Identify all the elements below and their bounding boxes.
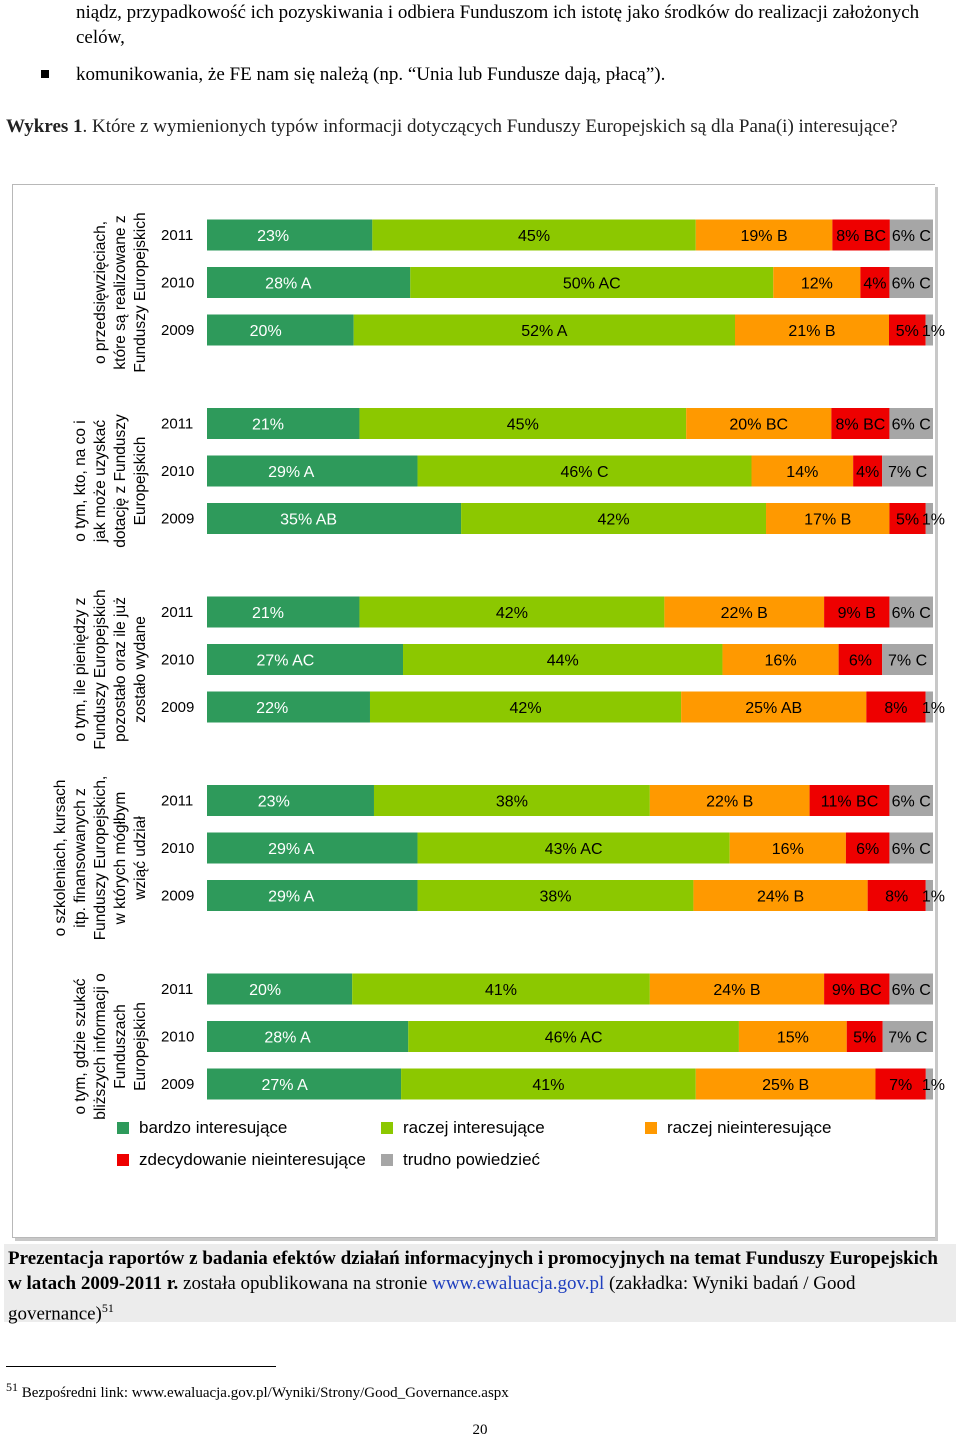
data-label: 5%: [853, 1029, 877, 1047]
data-label: 12%: [800, 275, 833, 293]
group-label-line: o tym, ile pieniędzy z: [72, 597, 89, 742]
data-label: 44%: [546, 652, 579, 670]
data-label: 20% BC: [729, 416, 789, 434]
data-label: 6% C: [891, 275, 931, 293]
legend-label: raczej nieinteresujące: [667, 1118, 832, 1137]
data-label: 45%: [506, 416, 539, 434]
footnote-text: Bezpośredni link: www.ewaluacja.gov.pl/Wyniki/Strony/Good_Governance.aspx: [18, 1385, 509, 1401]
data-label: 17% B: [804, 511, 852, 529]
data-label: 35% AB: [280, 511, 338, 529]
data-label: 8%: [884, 700, 908, 717]
data-label: 5%: [895, 323, 919, 340]
bullet-item: komunikowania, że FE nam się należą (np. “Unia lub Fundusze dają, płacą”).: [76, 64, 666, 85]
publication-note: [4, 1244, 956, 1325]
year-tick-label: 2010: [161, 274, 195, 292]
year-tick-label: 2010: [161, 463, 195, 480]
footnote-divider: [6, 1366, 276, 1367]
data-label: 9% BC: [831, 982, 882, 999]
note-footnote-ref: 51: [101, 1301, 114, 1315]
group-label-line: itp. finansowanych z: [72, 788, 89, 928]
group-label-line: Europejskich: [132, 436, 149, 526]
data-label: 21% B: [788, 323, 836, 340]
group-label-3: [72, 589, 149, 749]
group-label-line: które są realizowane z: [112, 215, 129, 370]
data-label: 41%: [485, 982, 518, 999]
data-label: 1%: [921, 888, 945, 906]
data-label: 6% C: [891, 605, 931, 622]
year-tick-label: 2010: [161, 840, 195, 857]
bar-segment-bardzo-interesujące: [207, 692, 370, 723]
data-label: 21%: [251, 416, 284, 434]
data-label: 1%: [921, 700, 945, 717]
footnote: [6, 1380, 509, 1402]
data-label: 16%: [764, 652, 797, 670]
data-label: 8% BC: [836, 228, 887, 245]
data-label: 38%: [495, 793, 528, 811]
data-label: 29% A: [268, 464, 315, 481]
group-label-2: [72, 414, 149, 548]
data-label: 43% AC: [544, 841, 603, 858]
data-label: 42%: [597, 511, 630, 529]
data-label: 22% B: [706, 793, 754, 811]
data-label: 6% C: [891, 793, 931, 811]
data-label: 5%: [896, 511, 920, 529]
year-tick-label: 2011: [161, 415, 194, 433]
data-label: 7% C: [888, 464, 928, 481]
group-label-line: zostało wydane: [132, 616, 149, 723]
data-label: 27% A: [261, 1077, 308, 1094]
group-label-line: o przedsięwzięciach,: [92, 220, 109, 365]
group-label-line: dotację z Funduszy: [112, 414, 129, 548]
footnote-number: 51: [6, 1380, 18, 1394]
legend-swatch-icon: [645, 1122, 657, 1134]
data-label: 15%: [776, 1029, 809, 1047]
group-label-line: o tym, gdzie szukać: [72, 978, 89, 1115]
data-label: 50% AC: [562, 275, 621, 293]
legend-label: raczej interesujące: [403, 1118, 545, 1137]
legend-swatch-icon: [381, 1122, 393, 1134]
year-tick-label: 2010: [161, 651, 195, 669]
intro-paragraph: niądz, przypadkowość ich pozyskiwania i odbiera Funduszom ich istotę jako środków do realizacji założonych celów,: [76, 2, 920, 48]
data-label: 42%: [495, 605, 528, 622]
data-label: 29% A: [268, 888, 315, 906]
data-label: 1%: [921, 1077, 945, 1094]
group-label-1: [92, 212, 149, 372]
data-label: 25% B: [762, 1077, 810, 1094]
data-label: 1%: [921, 323, 945, 340]
data-label: 7% C: [888, 1029, 928, 1047]
legend-swatch-icon: [381, 1154, 393, 1166]
group-label-line: bliższych informacji o: [92, 973, 109, 1120]
data-label: 22%: [256, 700, 289, 717]
data-label: 4%: [863, 275, 887, 293]
bar-segment-bardzo-interesujące: [207, 785, 374, 816]
data-label: 4%: [856, 464, 880, 481]
data-label: 6%: [856, 841, 880, 858]
year-tick-label: 2009: [161, 887, 195, 905]
data-label: 9% B: [837, 605, 876, 622]
group-label-line: o tym, kto, na co i: [72, 420, 89, 542]
year-tick-label: 2011: [161, 981, 194, 998]
legend-swatch-icon: [117, 1154, 129, 1166]
page-number: 20: [472, 1422, 488, 1438]
year-tick-label: 2009: [161, 510, 195, 528]
data-label: 8%: [885, 888, 909, 906]
data-label: 6% C: [891, 841, 931, 858]
data-label: 38%: [539, 888, 572, 906]
data-label: 23%: [257, 793, 290, 811]
data-label: 6% C: [891, 416, 931, 434]
legend-swatch-icon: [117, 1122, 129, 1134]
group-label-line: Funduszy Europejskich: [132, 212, 149, 373]
data-label: 11% BC: [820, 793, 879, 811]
note-tail: (zakładka: Wyniki badań / Good governance): [8, 1273, 856, 1325]
figure-caption: [6, 114, 952, 139]
legend-label: zdecydowanie nieinteresujące: [139, 1150, 366, 1169]
group-label-5: [72, 973, 149, 1119]
data-label: 19% B: [740, 228, 788, 245]
data-label: 21%: [251, 605, 284, 622]
group-label-line: pozostało oraz ile już: [112, 597, 129, 742]
year-tick-label: 2009: [161, 699, 195, 716]
year-tick-label: 2010: [161, 1028, 195, 1046]
year-tick-label: 2011: [161, 227, 194, 244]
year-tick-label: 2011: [161, 604, 194, 621]
data-label: 27% AC: [256, 652, 315, 670]
group-label-line: o szkoleniach, kursach: [52, 779, 69, 937]
figure-label: Wykres 1: [6, 116, 83, 137]
data-label: 46% AC: [544, 1029, 603, 1047]
data-label: 25% AB: [745, 700, 803, 717]
data-label: 8% BC: [835, 416, 886, 434]
group-label-4: [52, 776, 149, 941]
data-label: 28% A: [264, 1029, 311, 1047]
data-label: 7%: [889, 1077, 913, 1094]
stacked-bar-chart: [13, 185, 945, 1237]
group-label-line: Funduszy Europejskich: [92, 589, 109, 750]
data-label: 42%: [509, 700, 542, 717]
data-label: 23%: [257, 228, 290, 245]
data-label: 24% B: [713, 982, 761, 999]
data-label: 6% C: [891, 982, 931, 999]
figure-question: . Które z wymienionych typów informacji dotyczących Funduszy Europejskich są dla Pana(i) interesujące?: [82, 116, 898, 137]
group-label-line: jak może uzyskać: [92, 419, 109, 543]
chart-frame: [12, 184, 945, 1238]
note-bold-text: Prezentacja raportów z badania efektów działań informacyjnych i promocyjnych na temat Funduszy Europejskich w latach 2009-2011 r.: [8, 1248, 938, 1294]
data-label: 46% C: [560, 464, 609, 481]
group-label-line: wziąć udział: [132, 816, 149, 900]
data-label: 22% B: [720, 605, 768, 622]
year-tick-label: 2009: [161, 322, 195, 339]
bar-segment-bardzo-interesujące: [207, 220, 372, 251]
data-label: 20%: [249, 323, 282, 340]
legend-label: bardzo interesujące: [139, 1118, 288, 1137]
data-label: 14%: [786, 464, 819, 481]
group-label-line: Europejskich: [132, 1002, 149, 1091]
data-label: 6% C: [891, 228, 931, 245]
data-label: 16%: [771, 841, 804, 858]
data-label: 29% A: [268, 841, 315, 858]
data-label: 7% C: [888, 652, 928, 670]
legend-label: trudno powiedzieć: [403, 1150, 541, 1169]
data-label: 45%: [518, 228, 551, 245]
year-tick-label: 2011: [161, 792, 194, 810]
group-label-line: w których mógłbym: [112, 791, 129, 925]
data-label: 1%: [921, 511, 945, 529]
note-text: została opublikowana na stronie: [178, 1273, 433, 1294]
data-label: 6%: [848, 652, 872, 670]
data-label: 24% B: [756, 888, 805, 906]
data-label: 52% A: [521, 323, 568, 340]
note-link[interactable]: www.ewaluacja.gov.pl: [432, 1273, 605, 1294]
data-label: 41%: [532, 1077, 565, 1094]
data-label: 28% A: [265, 275, 312, 293]
year-tick-label: 2009: [161, 1076, 195, 1093]
group-label-line: Funduszach: [112, 1004, 129, 1089]
bullet-square-icon: [41, 70, 49, 78]
data-label: 20%: [249, 982, 282, 999]
group-label-line: Funduszy Europejskich,: [92, 775, 109, 941]
